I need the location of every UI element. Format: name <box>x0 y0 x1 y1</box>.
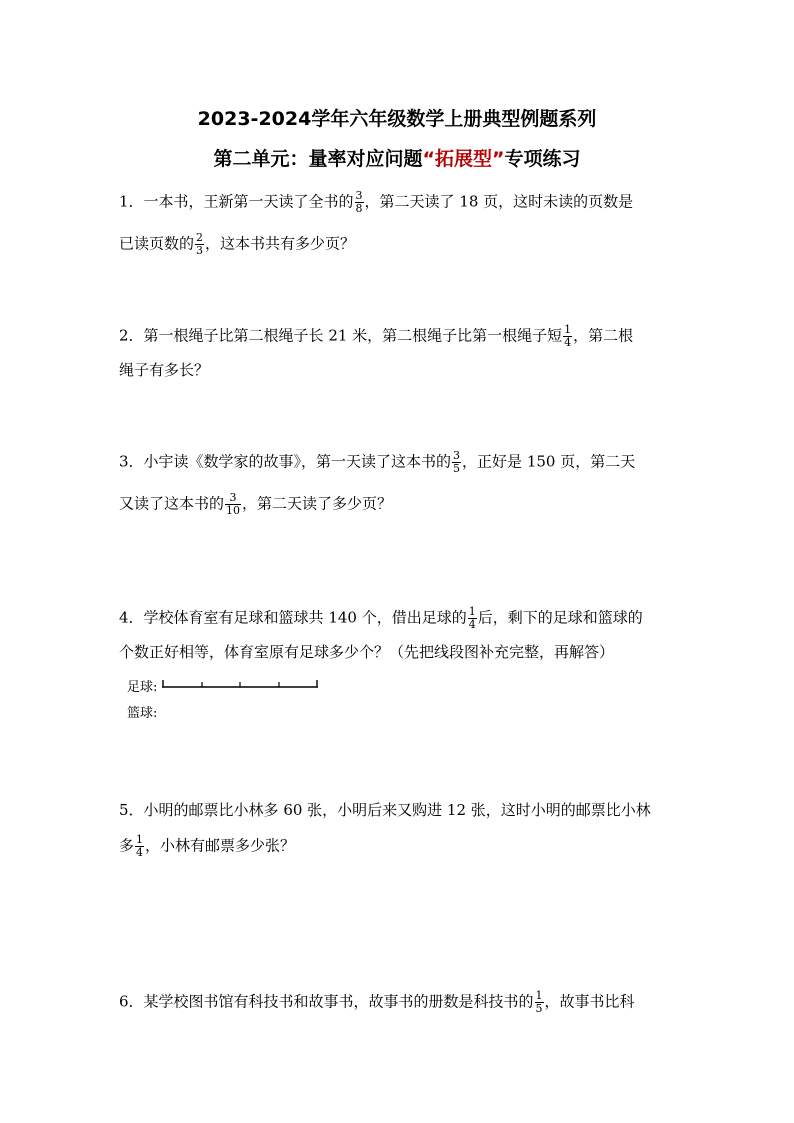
question-6-line-1: 6．某学校图书馆有科技书和故事书，故事书的册数是科技书的 $\frac{1}{5}$ ，故事书比科 <box>119 989 635 1015</box>
fraction: $\frac{3}{8}$ <box>355 189 363 215</box>
question-2-line-1: 2．第一根绳子比第二根绳子长 21 米，第二根绳子比第一根绳子短 $\frac{1}{4}$ ，第二根 <box>119 323 634 349</box>
question-4-line-2: 个数正好相等，体育室原有足球多少个？（先把线段图补充完整，再解答） <box>119 643 615 661</box>
question-5-line-2: 多 $\frac{1}{4}$ ，小林有邮票多少张？ <box>119 833 296 859</box>
fraction: $\frac{1}{4}$ <box>136 833 144 859</box>
question-3-line-2: 又读了这本书的 $\frac{3}{10}$ ，第二天读了多少页？ <box>119 491 393 517</box>
question-4-line-1: 4．学校体育室有足球和篮球共 140 个，借出足球的 $\frac{1}{4}$ 后，剩下的足球和篮球的 <box>119 605 643 631</box>
football-segment-diagram <box>162 680 318 688</box>
question-1-line-2: 已读页数的 $\frac{2}{3}$ ，这本书共有多少页？ <box>119 231 356 257</box>
basketball-label: 篮球: <box>127 706 158 721</box>
subtitle-suffix: 专项练习 <box>504 148 581 170</box>
subtitle-prefix: 第二单元：量率对应问题 <box>213 148 423 170</box>
fraction: $\frac{1}{4}$ <box>564 323 572 349</box>
question-3-line-1: 3．小宇读《数学家的故事》，第一天读了这本书的 $\frac{3}{5}$ ，正好是 150 页，第二天 <box>119 449 636 475</box>
football-label: 足球: <box>127 680 158 695</box>
subtitle-highlight: “拓展型” <box>422 148 505 170</box>
question-1-line-1: 1．一本书，王新第一天读了全书的 $\frac{3}{8}$ ，第二天读了 18 页，这时未读的页数是 <box>119 189 634 215</box>
fraction: $\frac{3}{10}$ <box>226 491 241 517</box>
fraction: $\frac{1}{5}$ <box>535 989 543 1015</box>
question-5-line-1: 5．小明的邮票比小林多 60 张，小明后来又购进 12 张，这时小明的邮票比小林 <box>119 801 651 819</box>
page-subtitle <box>0 144 794 171</box>
page-title: 2023-2024学年六年级数学上册典型例题系列 <box>197 108 597 130</box>
fraction: $\frac{2}{3}$ <box>196 231 204 257</box>
fraction: $\frac{3}{5}$ <box>453 449 461 475</box>
question-2-line-2: 绳子有多长？ <box>119 361 210 379</box>
fraction: $\frac{1}{4}$ <box>468 605 476 631</box>
